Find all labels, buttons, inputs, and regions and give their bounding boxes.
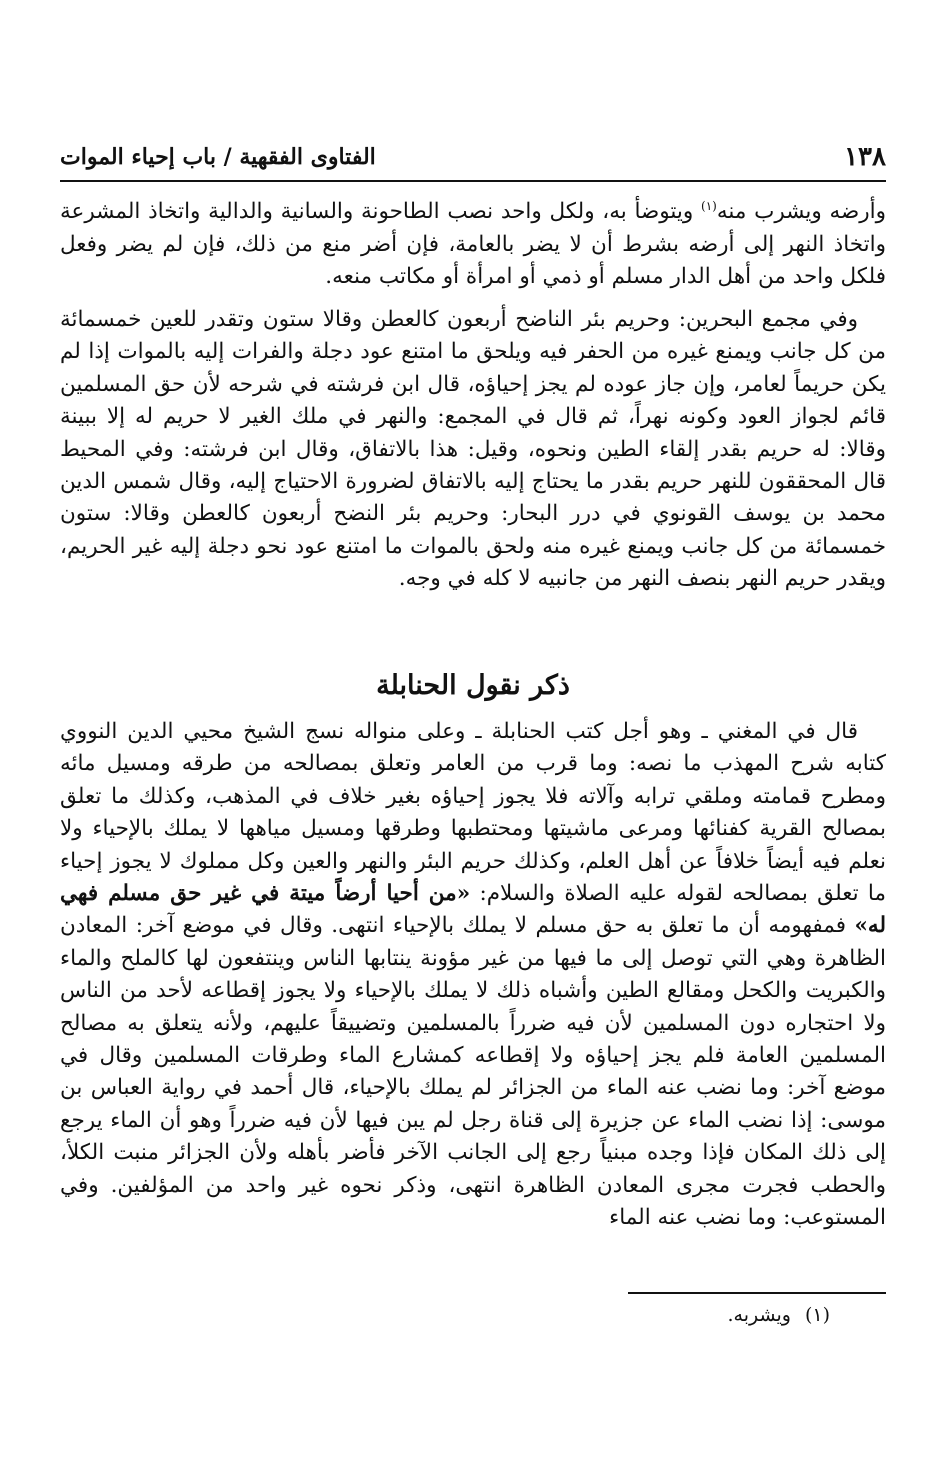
running-head: الفتاوى الفقهية / باب إحياء الموات — [60, 144, 376, 170]
paragraph-3-text-b: فمفهومه أن ما تعلق به حق مسلم لا يملك بالإحياء انتهى. وقال في موضع آخر: المعادن الظاهرة وهي التي توصل إلى ما فيها من غير مؤونة ينتابها الناس وينتفعون لها كالملح والماء والكبريت والكحل ومقالع الطين وأشباه ذلك لا يملك بالإحياء ولا يجوز إقطاعه لأحد من الناس ولا احتجاره دون المسلمين لأن فيه ضرراً بالمسلمين وتضييقاً عليهم، ولأنه يتعلق به مصالح المسلمين العامة فلم يجز إحياؤه ولا إقطاعه كمشارع الماء وطرقات المسلمين وقال في موضع آخر: وما نضب عنه الماء من الجزائر لم يملك بالإحياء، قال أحمد في رواية العباس بن موسى: إذا نضب الماء عن جزيرة إلى قناة رجل لم يبن فيها لأن فيه ضرراً وهو أن الماء يرجع إلى ذلك المكان فإذا وجده مبنياً رجع إلى الجانب الآخر فأضر بأهله ولأن الجزائر منبت الكلأ، والحطب فجرت مجرى المعادن الظاهرة انتهى، وذكر نحوه غير واحد من المؤلفين. وفي المستوعب: وما نضب عنه الماء — [60, 913, 886, 1231]
section-title: ذكر نقول الحنابلة — [376, 670, 570, 701]
paragraph-1-text-b: ويتوضأ به، ولكل واحد نصب الطاحونة والسانية والدالية واتخاذ المشرعة واتخاذ النهر إلى أرضه بشرط أن لا يضر بالعامة، فإن أضر منع من ذلك، فإن لم يضر وفعل فلكل واحد من أهل الدار مسلم أو ذمي أو امرأة أو مكاتب منعه. — [60, 199, 886, 289]
hadith-quote: «من أحيا أرضاً ميتة في غير حق مسلم فهي له» — [60, 881, 886, 939]
page-header — [60, 140, 886, 182]
paragraph-3-text-a: قال في المغني ـ وهو أجل كتب الحنابلة ـ وعلى منواله نسج الشيخ محيي الدين النووي كتابه شرح المهذب ما نصه: وما قرب من العامر وتعلق بمصالحه من طرقه ومسيل مائه ومطرح قمامته وملقي ترابه وآلاته فلا يجوز إحياؤه بغير خلاف في المذهب، وكذلك ما تعلق بمصالح القرية كفنائها ومرعى ماشيتها ومحتطبها وطرقها ومسيل مياهها لا يملك بالإحياء ولا نعلم فيه أيضاً خلافاً عن أهل العلم، وكذلك حريم البئر والنهر والعين وكل مملوك لا يجوز إحياء ما تعلق بمصالحه لقوله عليه الصلاة والسلام: — [60, 719, 886, 907]
footnote-text: ويشربه. — [727, 1304, 791, 1326]
paragraph-2 — [60, 304, 886, 596]
footnote-mark: (١) — [804, 1304, 830, 1326]
paragraph-1-text-a: وأرضه ويشرب منه — [716, 199, 886, 225]
paragraph-3 — [60, 716, 886, 1235]
paragraph-2-text: وفي مجمع البحرين: وحريم بئر الناضح أربعون كالعطن وقالا ستون وتقدر للعين خمسمائة من كل جانب ويمنع غيره من الحفر فيه ويلحق ما امتنع عود دجلة والفرات إليه بالموات إذا لم يكن حريماً لعامر، وإن جاز عوده لم يجز إحياؤه، قال ابن فرشته في شرحه لأن حق المسلمين قائم لجواز العود وكونه نهراً، ثم قال في المجمع: والنهر في ملك الغير لا حريم له إلا ببينة وقالا: له حريم بقدر إلقاء الطين ونحوه، وقيل: هذا بالاتفاق، وقال ابن فرشته: وفي المحيط قال المحققون للنهر حريم بقدر ما يحتاج إليه بالاتفاق لضرورة الاحتياج إليه، وقال شمس الدين محمد بن يوسف القونوي في درر البحار: وحريم بئر النضح أربعون كالعطن وقالا: ستون خمسمائة من كل جانب ويمنع غيره منه ولحق بالموات ما امتنع عود نحو دجلة إليه غير الحريم، ويقدر حريم النهر بنصف النهر من جانبيه لا كله في وجه. — [60, 307, 886, 592]
paragraph-1 — [60, 190, 886, 293]
footnote-reference: (١) — [701, 199, 717, 213]
page-number: ١٣٨ — [844, 142, 886, 172]
footnote — [728, 1300, 830, 1330]
footnote-divider — [628, 1292, 886, 1294]
